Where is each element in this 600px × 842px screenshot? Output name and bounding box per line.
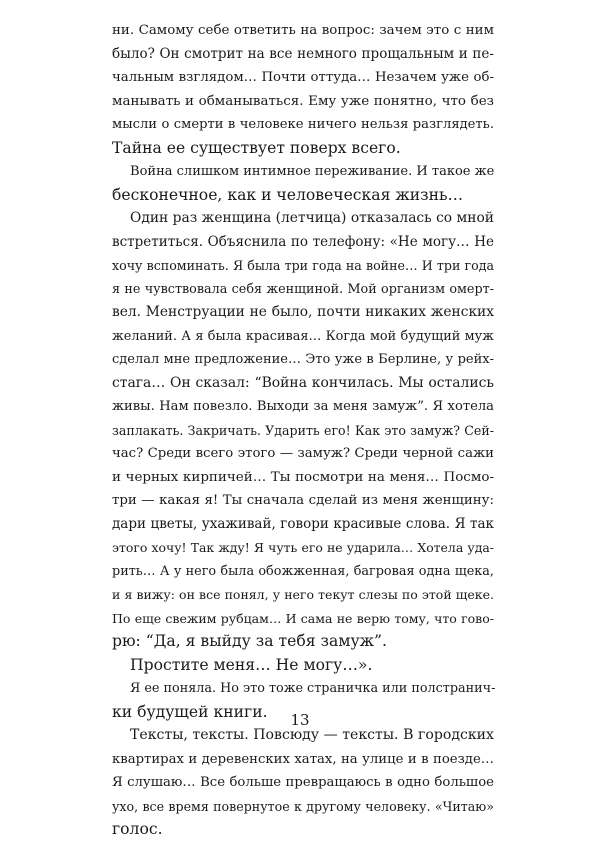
text-line: мысли о смерти в человеке ничего нельзя разглядеть. (112, 117, 494, 132)
text-line: хочу вспоминать. Я была три года на войне… И три года (112, 258, 494, 273)
text-line: Я ее поняла. Но это тоже страничка или полстранич- (130, 681, 496, 696)
text-line: Тексты, тексты. Повсюду — тексты. В городских (130, 727, 494, 743)
page-number: 13 (290, 711, 310, 729)
text-line: час? Среди всего этого — замуж? Среди черной сажи (112, 446, 494, 461)
text-line: Война слишком интимное переживание. И такое же (130, 164, 495, 179)
text-line: и черных кирпичей… Ты посмотри на меня… Посмо- (112, 468, 494, 485)
text-line: квартирах и деревенских хатах, на улице и в поезде… (112, 751, 494, 767)
text-line: было? Он смотрит на все немного прощальным и пе- (112, 45, 494, 62)
text-line: три — какая я! Ты сначала сделай из меня женщину: (112, 493, 494, 508)
text-line: дари цветы, ухаживай, говори красивые слова. Я так (112, 515, 494, 532)
text-line: стага… Он сказал: “Война кончилась. Мы остались (112, 374, 494, 391)
text-line: и я вижу: он все понял, у него текут слезы по этой щеке. (112, 587, 494, 602)
text-line: желаний. А я была красивая… Когда мой будущий муж (112, 328, 494, 344)
text-line: чальным взглядом… Почти оттуда… Незачем уже об- (112, 70, 494, 85)
text-line: этого хочу! Так жду! Я чуть его не ударила… Хотела уда- (112, 540, 494, 555)
text-line: Тайна ее существует поверх всего. (112, 138, 401, 157)
text-line: ни. Самому себе ответить на вопрос: зачем это с ним (112, 23, 494, 38)
text-line: сделал мне предложение… Это уже в Берлине, у рейх- (112, 352, 494, 367)
text-line: вел. Менструации не было, почти никаких женских (112, 304, 494, 320)
text-line: бесконечное, как и человеческая жизнь… (112, 185, 464, 204)
text-line: По еще свежим рубцам… И сама не верю тому, что гово- (112, 610, 494, 626)
text-line: рить… А у него была обожженная, багровая одна щека, (112, 563, 494, 579)
text-line: голос. (112, 820, 163, 838)
text-line: я не чувствовала себя женщиной. Мой организм омерт- (112, 281, 494, 297)
text-line: манывать и обманываться. Ему уже понятно, что без (112, 93, 494, 109)
text-line: встретиться. Объяснила по телефону: «Не могу… Не (112, 233, 494, 250)
text-line: Один раз женщина (летчица) отказалась со мной (130, 210, 494, 226)
text-line: ки будущей книги. (112, 702, 268, 721)
text-line: Я слушаю… Все больше превращаюсь в одно большое (112, 775, 494, 790)
text-line: живы. Нам повезло. Выходи за меня замуж”. Я хотела (112, 399, 494, 414)
text-line: заплакать. Закричать. Ударить его! Как это замуж? Сей- (112, 422, 494, 438)
text-line: ухо, все время повернутое к другому человеку. «Читаю» (112, 798, 494, 814)
text-line: рю: “Да, я выйду за тебя замуж”. (112, 632, 387, 650)
text-line: Простите меня… Не могу…». (130, 655, 373, 674)
